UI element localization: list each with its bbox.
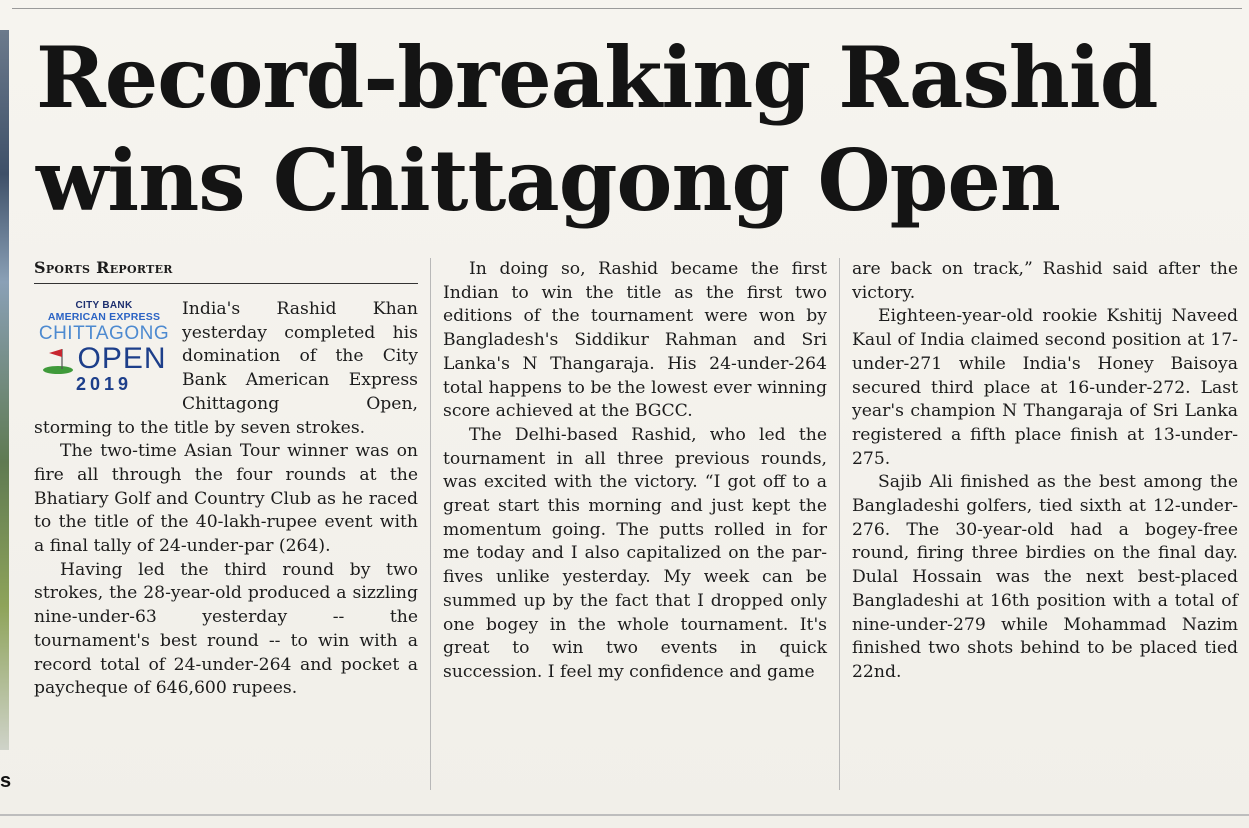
article-paragraph: The Delhi-based Rashid, who led the tournament in all three previous rounds, was excited with the victory. “I got off to a great start this morning and just kept the momentum going. The putts rolled in for me today and I also capitalized on the par-fives unlike yesterday. My week can be summed up by the fact that I dropped only one bogey in the whole tournament. It's great to win two events in quick succession. I feel my confidence and game <box>443 424 827 682</box>
article-paragraph: Having led the third round by two strokes, the 28-year-old produced a sizzling nine-under-63 yesterday -- the tournament's best round -- to win with a record total of 24-under-264 and pocket a paycheque of 646,600 rupees. <box>34 559 418 699</box>
top-divider <box>12 8 1242 9</box>
logo-city-bank: CITY BANK <box>75 300 133 311</box>
paragraph-text: India's Rashid Khan yesterday completed his domination of the City Bank American Express Chittagong Open, storming to the title by seven strokes. <box>34 299 418 438</box>
article-column-3 <box>852 258 1238 685</box>
logo-american-express: AMERICAN EXPRESS <box>47 311 161 323</box>
logo-year: 2019 <box>75 374 133 394</box>
article-paragraph <box>34 298 418 440</box>
logo-open: OPEN <box>77 342 167 375</box>
article-column-2 <box>443 258 827 685</box>
byline: Sports Reporter <box>34 258 418 284</box>
column-divider <box>839 258 840 790</box>
article-paragraph: The two-time Asian Tour winner was on fire all through the four rounds at the Bhatiary Golf and Country Club as he raced to the title of the 40-lakh-rupee event with a final tally of 24-under-par (264). <box>34 441 418 557</box>
tournament-logo <box>34 300 174 398</box>
article-paragraph: In doing so, Rashid became the first Indian to win the title as the first two editions of the tournament were won by Bangladesh's Siddikur Rahman and Sri Lanka's N Thangaraja. His 24-under-264 total happens to be the lowest ever winning score achieved at the BGCC. <box>443 259 827 422</box>
article-column-1 <box>34 298 418 701</box>
adjacent-headline-letter: s <box>0 770 12 792</box>
article-paragraph: are back on track,” Rashid said after the victory. <box>852 259 1238 303</box>
golf-flag-icon <box>41 346 75 374</box>
logo-chittagong: CHITTAGONG <box>38 323 170 344</box>
headline: Record-breaking Rashid wins Chittagong Open <box>36 28 1158 230</box>
adjacent-photo-edge <box>0 30 9 750</box>
bottom-divider <box>0 814 1249 816</box>
article-paragraph: Sajib Ali finished as the best among the Bangladeshi golfers, tied sixth at 12-under-276. The 30-year-old had a bogey-free round, firing three birdies on the final day. Dulal Hossain was the next best-placed Bangladeshi at 16th position with a total of nine-under-279 while Mohammad Nazim finished two shots behind to be placed tied 22nd. <box>852 472 1238 682</box>
column-divider <box>430 258 431 790</box>
article-paragraph: Eighteen-year-old rookie Kshitij Naveed Kaul of India claimed second position at 17-under-271 while India's Honey Baisoya secured third place at 16-under-272. Last year's champion N Thangaraja of Sri Lanka registered a fifth place finish at 13-under-275. <box>852 306 1238 469</box>
